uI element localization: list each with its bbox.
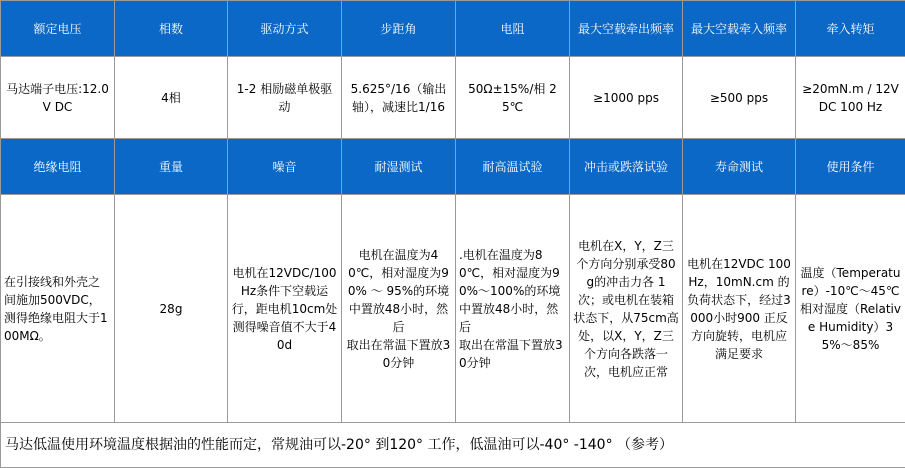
- data-row-2: [1, 195, 905, 423]
- header-noise: 噪音: [228, 139, 342, 195]
- header-life-test: 寿命测试: [683, 139, 796, 195]
- header-rated-voltage: 额定电压: [1, 1, 115, 57]
- cell-max-pullout-freq: ≥1000 pps: [570, 57, 683, 139]
- header-resistance: 电阻: [456, 1, 570, 57]
- cell-resistance: 50Ω±15%/相 25℃: [456, 57, 570, 139]
- note-text: 马达低温使用环境温度根据油的性能而定，常规油可以-20° 到120° 工作，低温油可以-40° -140° （参考）: [1, 423, 905, 468]
- header-row-1: [1, 1, 905, 57]
- note-row: [1, 423, 905, 468]
- cell-shock-drop-test: 电机在X，Y，Z三个方向分别承受80g的冲击力各 1 次；或电机在装箱状态下，从75cm高处，以X，Y，Z三个方向各跌落一次，电机应正常: [570, 195, 683, 423]
- cell-phases: 4相: [115, 57, 228, 139]
- cell-weight: 28g: [115, 195, 228, 423]
- header-usage-conditions: 使用条件: [796, 139, 905, 195]
- header-pullin-torque: 牵入转矩: [796, 1, 905, 57]
- header-humidity-test: 耐湿测试: [342, 139, 456, 195]
- header-phases: 相数: [115, 1, 228, 57]
- cell-step-angle: 5.625°/16（输出轴），减速比1/16: [342, 57, 456, 139]
- cell-life-test: 电机在12VDC 100 Hz，10mN.cm 的负荷状态下，经过3000小时900 正反 方向旋转，电机应满足要求: [683, 195, 796, 423]
- cell-insulation-resistance: 在引接线和外壳之间施加500VDC，测得绝缘电阻大于100MΩ。: [1, 195, 115, 423]
- header-max-pullin-freq: 最大空载牵入频率: [683, 1, 796, 57]
- data-row-1: [1, 57, 905, 139]
- header-drive-mode: 驱动方式: [228, 1, 342, 57]
- cell-humidity-test: 电机在温度为40℃，相对湿度为90% ～ 95%的环境中置放48小时，然后 取出在常温下置放30分钟: [342, 195, 456, 423]
- cell-drive-mode: 1-2 相励磁单极驱动: [228, 57, 342, 139]
- cell-rated-voltage: 马达端子电压:12.0V DC: [1, 57, 115, 139]
- header-step-angle: 步距角: [342, 1, 456, 57]
- header-max-pullout-freq: 最大空载牵出频率: [570, 1, 683, 57]
- cell-max-pullin-freq: ≥500 pps: [683, 57, 796, 139]
- cell-usage-conditions: 温度（Temperature）-10℃～45℃ 相对湿度（Relative Humidity）35%～85%: [796, 195, 905, 423]
- header-high-temp-test: 耐高温试验: [456, 139, 570, 195]
- header-insulation-resistance: 绝缘电阻: [1, 139, 115, 195]
- header-shock-drop-test: 冲击或跌落试验: [570, 139, 683, 195]
- header-row-2: [1, 139, 905, 195]
- cell-high-temp-test: .电机在温度为80℃，相对湿度为90%～100%的环境中置放48小时，然后 取出在常温下置放30分钟: [456, 195, 570, 423]
- header-weight: 重量: [115, 139, 228, 195]
- cell-noise: 电机在12VDC/100Hz条件下空载运行，距电机10cm处测得噪音值不大于40d: [228, 195, 342, 423]
- cell-pullin-torque: ≥20mN.m / 12VDC 100 Hz: [796, 57, 905, 139]
